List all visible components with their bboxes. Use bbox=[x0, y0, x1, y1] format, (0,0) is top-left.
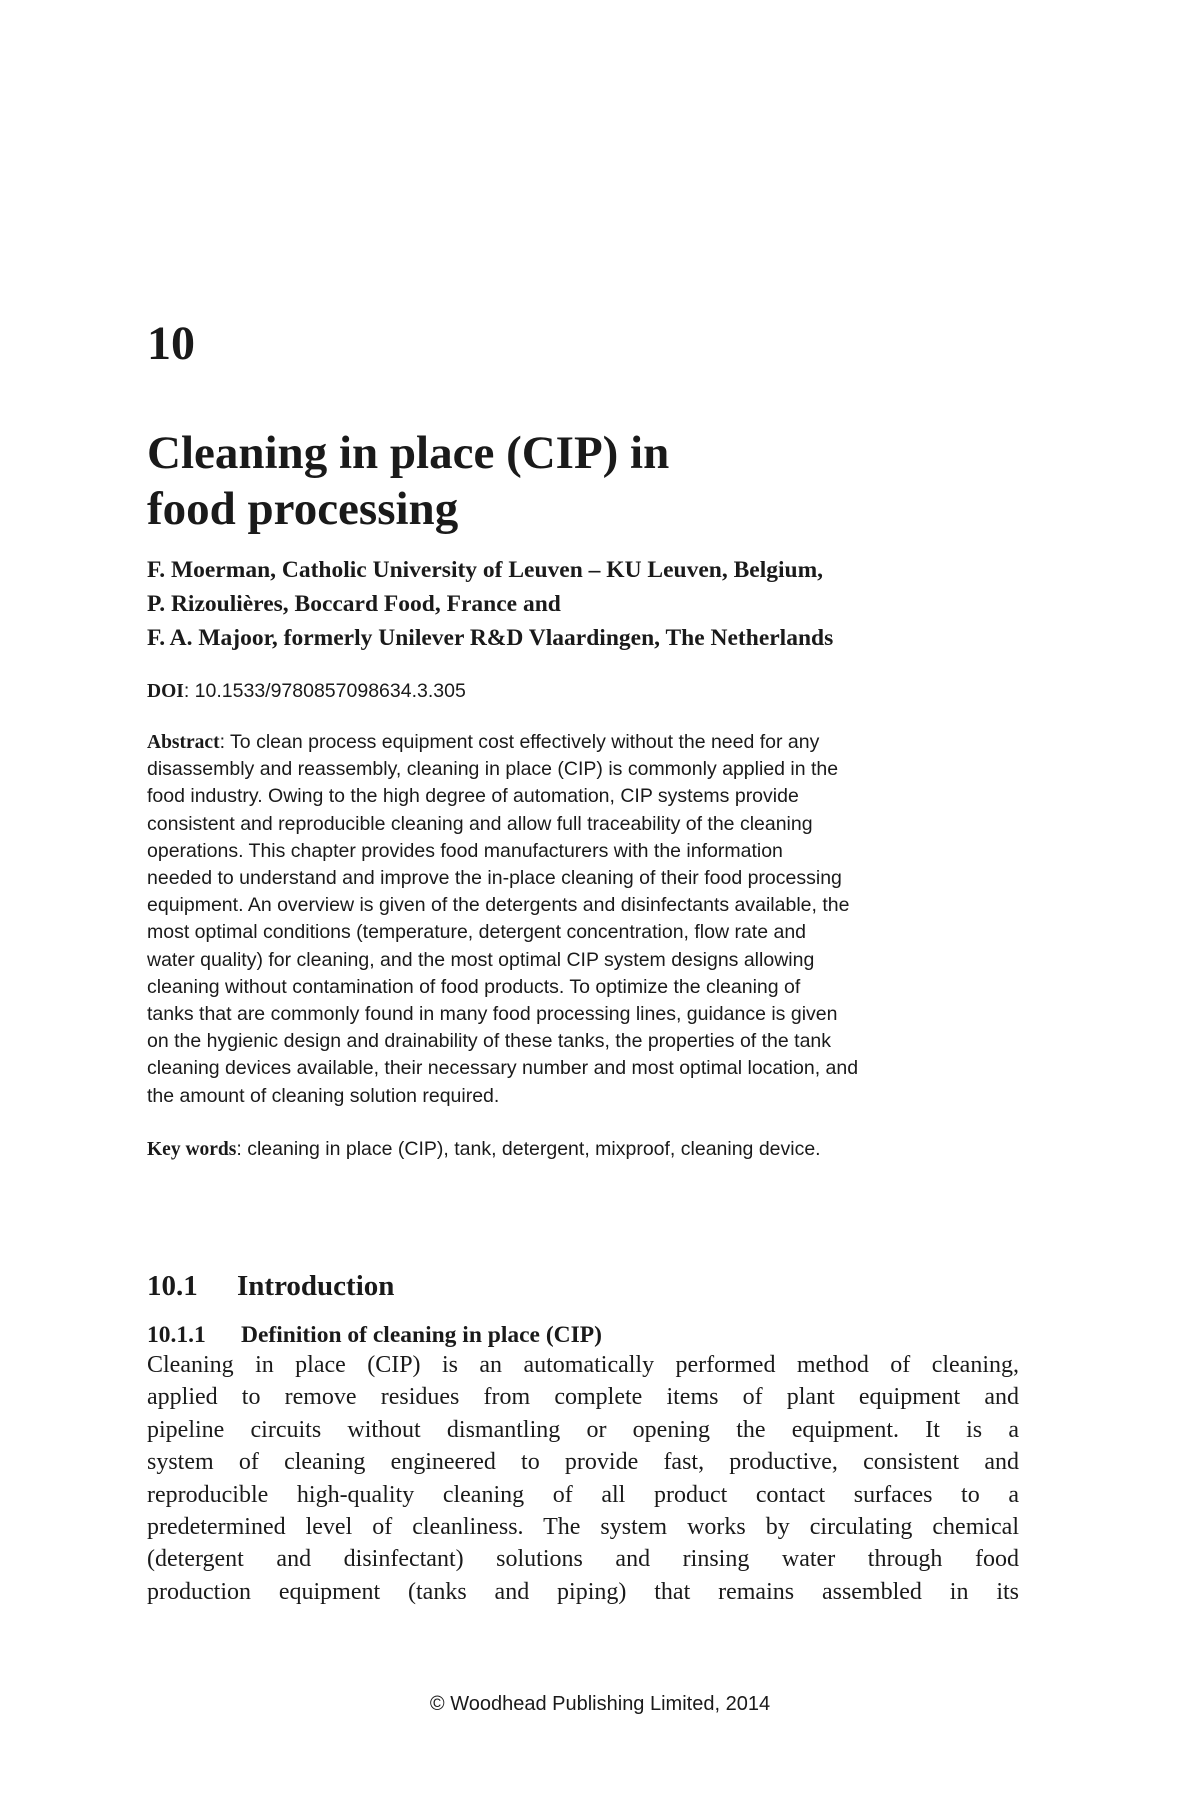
section-number: 10.1 bbox=[147, 1270, 198, 1302]
section-title: Introduction bbox=[237, 1270, 395, 1302]
body-line: predetermined level of cleanliness. The system works by circulating chemical bbox=[147, 1514, 1019, 1541]
keywords-value: : cleaning in place (CIP), tank, detergent, mixproof, cleaning device. bbox=[236, 1138, 821, 1160]
doi-label: DOI bbox=[147, 681, 184, 702]
chapter-title-line: food processing bbox=[147, 483, 459, 535]
abstract-line: the amount of cleaning solution required. bbox=[147, 1084, 500, 1107]
abstract-line: on the hygienic design and drainability of these tanks, the properties of the tank bbox=[147, 1030, 832, 1053]
body-line: (detergent and disinfectant) solutions and rinsing water through food bbox=[147, 1546, 1019, 1573]
author-line: F. Moerman, Catholic University of Leuven – KU Leuven, Belgium, bbox=[147, 557, 824, 583]
abstract-line: most optimal conditions (temperature, detergent concentration, flow rate and bbox=[147, 921, 807, 944]
abstract-line: operations. This chapter provides food manufacturers with the information bbox=[147, 839, 783, 862]
body-line: applied to remove residues from complete items of plant equipment and bbox=[147, 1384, 1019, 1411]
copyright-footer: © Woodhead Publishing Limited, 2014 bbox=[429, 1693, 771, 1715]
abstract-line: tanks that are commonly found in many food processing lines, guidance is given bbox=[147, 1003, 838, 1026]
abstract-line: food industry. Owing to the high degree of automation, CIP systems provide bbox=[147, 785, 799, 808]
subsection-title: Definition of cleaning in place (CIP) bbox=[241, 1322, 602, 1348]
body-paragraph bbox=[147, 1349, 1019, 1608]
section-heading bbox=[147, 1268, 394, 1304]
abstract-line bbox=[147, 729, 1027, 756]
subsection-heading bbox=[147, 1320, 602, 1350]
chapter-title bbox=[147, 425, 1047, 537]
abstract-text: : To clean process equipment cost effectively without the need for any bbox=[219, 731, 820, 753]
abstract-line: equipment. An overview is given of the detergents and disinfectants available, the bbox=[147, 894, 850, 917]
abstract bbox=[147, 729, 1027, 1110]
abstract-line: disassembly and reassembly, cleaning in place (CIP) is commonly applied in the bbox=[147, 758, 839, 781]
keywords bbox=[147, 1136, 821, 1163]
body-line: Cleaning in place (CIP) is an automatically performed method of cleaning, bbox=[147, 1352, 1019, 1378]
author-list bbox=[147, 553, 1067, 655]
abstract-label: Abstract bbox=[147, 732, 220, 753]
body-line: reproducible high-quality cleaning of all product contact surfaces to a bbox=[147, 1481, 1019, 1508]
body-line: production equipment (tanks and piping) that remains assembled in its bbox=[147, 1578, 1019, 1605]
author-line: F. A. Majoor, formerly Unilever R&D Vlaardingen, The Netherlands bbox=[147, 625, 834, 651]
body-line: pipeline circuits without dismantling or opening the equipment. It is a bbox=[147, 1416, 1019, 1443]
abstract-line: water quality) for cleaning, and the most optimal CIP system designs allowing bbox=[147, 948, 815, 971]
doi bbox=[147, 678, 466, 705]
chapter-title-line: Cleaning in place (CIP) in bbox=[147, 427, 670, 479]
abstract-line: cleaning without contamination of food products. To optimize the cleaning of bbox=[147, 975, 801, 998]
chapter-number: 10 bbox=[147, 317, 195, 370]
keywords-label: Key words bbox=[147, 1139, 237, 1160]
author-line: P. Rizoulières, Boccard Food, France and bbox=[147, 591, 561, 617]
abstract-line: consistent and reproducible cleaning and allow full traceability of the cleaning bbox=[147, 812, 813, 835]
abstract-line: cleaning devices available, their necessary number and most optimal location, and bbox=[147, 1057, 859, 1080]
subsection-number: 10.1.1 bbox=[147, 1322, 206, 1348]
doi-value[interactable]: : 10.1533/9780857098634.3.305 bbox=[183, 680, 466, 702]
abstract-line: needed to understand and improve the in-place cleaning of their food processing bbox=[147, 867, 842, 890]
body-line: system of cleaning engineered to provide fast, productive, consistent and bbox=[147, 1449, 1019, 1476]
